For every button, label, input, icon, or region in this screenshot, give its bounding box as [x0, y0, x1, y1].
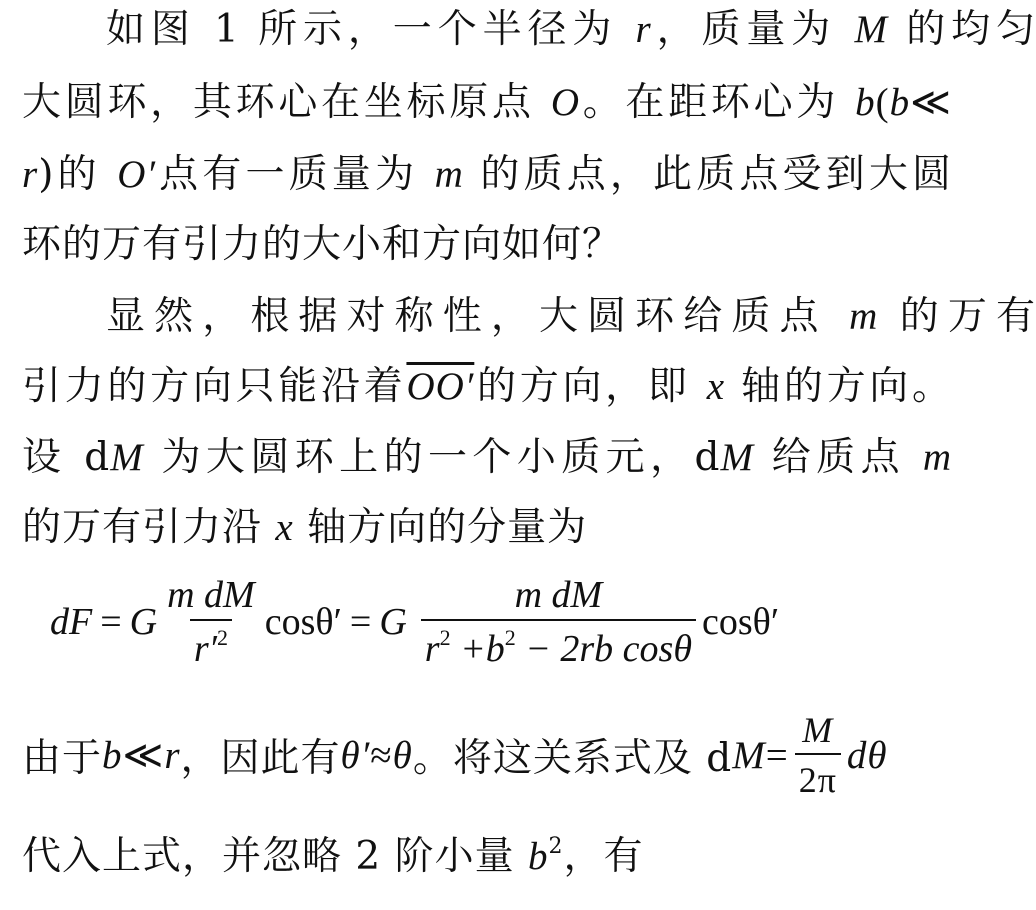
eq-lhs: dF [50, 601, 93, 643]
dM-fraction: $\frac{M}{2\pi}$ [795, 709, 841, 801]
p2-line2: 引力的方向只能沿着OO′的方向，即 x 轴的方向。 [22, 364, 952, 409]
eq-fraction-1: $\frac{\text{m dM}}{r'^2}$ [167, 574, 255, 670]
p2-line4: 的万有引力沿 x 轴方向的分量为 [22, 505, 588, 550]
p2-line3: 设 dM 为大圆环上的一个小质元，dM 给质点 m [22, 435, 952, 480]
p1-line2: 大圆环，其环心在坐标原点 O。在距环心为 b(b≪ [22, 80, 952, 125]
p1-line3: r)的 O′点有一质量为 m 的质点，此质点受到大圆 [22, 152, 952, 197]
p1-line1: 如图 1 所示，一个半径为 r，质量为 M 的均匀 [106, 7, 1036, 52]
p2-line1: 显然，根据对称性，大圆环给质点 m 的万有 [106, 294, 1036, 339]
p3-line2: 代入上式，并忽略 2 阶小量 $b^2$，有 [22, 834, 644, 879]
force-equation: dF = G $\frac{\text{m dM}}{r'^2}$ cosθ′ = G $\frac{\text{m dM}}{r^2 +b^2 - 2rb \cos\theta}$ cosθ′ [50, 574, 780, 670]
p3-line1: 由于 b ≪ r ，因此有 θ′ ≈ θ 。将这关系式及 d M = $\frac{M}{2\pi}$ dθ [22, 710, 888, 800]
eq-fraction-2: $\frac{\text{m dM}}{r^2 +b^2 - 2rb \cos\theta}$ [421, 573, 696, 671]
p1-line4: 环的万有引力的大小和方向如何？ [22, 222, 623, 267]
